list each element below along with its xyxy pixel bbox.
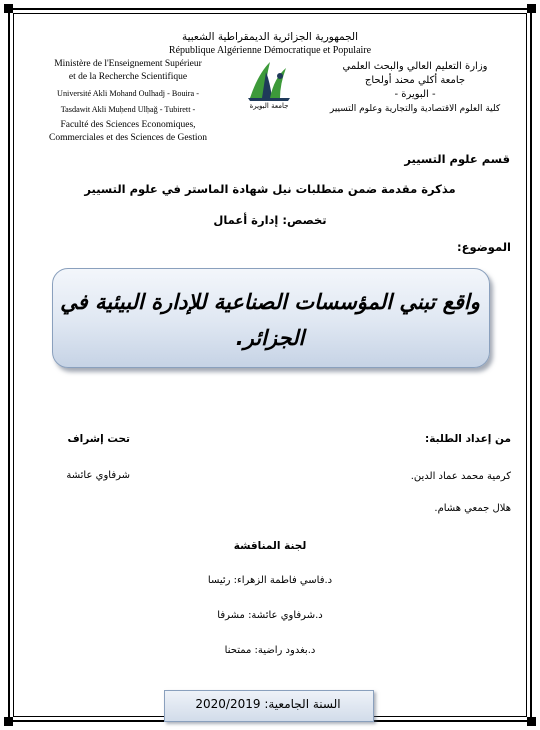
arabic-line: وزارة التعليم العالي والبحث العلمي xyxy=(342,61,488,72)
corner-ornament xyxy=(4,717,13,726)
memo-statement: مذكرة مقدمة ضمن متطلبات نيل شهادة الماستر في علوم التسيير xyxy=(84,182,456,196)
corner-ornament xyxy=(4,4,13,13)
students-label: من إعداد الطلبة: xyxy=(425,433,511,445)
french-line: Université Akli Mohand Oulhadj - Bouira - xyxy=(57,89,199,98)
corner-ornament xyxy=(527,717,536,726)
committee-member: د.بغدود راضية: ممتحنا xyxy=(224,645,316,656)
french-line: et de la Recherche Scientifique xyxy=(68,72,188,82)
supervisor-name: شرفاوي عائشة xyxy=(66,470,130,481)
subject-label: الموضوع: xyxy=(457,240,511,254)
french-header-block xyxy=(28,58,228,145)
academic-year: السنة الجامعية: 2020/2019 xyxy=(195,697,341,711)
french-line: Tasdawit Akli Muḥend Ulḥağ - Tubirett - xyxy=(60,105,196,114)
specialty: تخصص: إدارة أعمال xyxy=(213,213,327,227)
french-republic: République Algérienne Démocratique et Populaire xyxy=(168,45,372,56)
corner-ornament xyxy=(527,4,536,13)
student-name: كرمية محمد عماد الدين. xyxy=(410,471,511,482)
supervisor-label: تحت إشراف xyxy=(67,433,130,445)
department: قسم علوم التسيير xyxy=(404,152,510,166)
arabic-republic: الجمهورية الجزائرية الديمقراطية الشعبية xyxy=(181,31,359,43)
arabic-line: كلية العلوم الاقتصادية والتجارية وعلوم التسيير xyxy=(329,104,501,114)
french-line: Commerciales et des Sciences de Gestion xyxy=(48,133,208,143)
title-line: الجزائر. xyxy=(235,326,305,350)
title-line: واقع تبني المؤسسات الصناعية للإدارة البيئية في xyxy=(60,290,480,314)
arabic-line: جامعة أكلي محند أولحاج xyxy=(364,75,466,86)
committee-member: د.شرفاوي عائشة: مشرفا xyxy=(217,610,323,621)
arabic-line: - البويرة - xyxy=(394,89,436,100)
french-line: Ministère de l'Enseignement Supérieur xyxy=(54,59,202,69)
committee-member: د.فاسي فاطمة الزهراء: رئيسا xyxy=(207,575,333,586)
committee-label: لجنة المناقشة xyxy=(233,540,307,552)
arabic-header-block xyxy=(310,60,520,116)
thesis-title xyxy=(60,284,480,356)
logo-caption: جامعة البويرة xyxy=(249,102,289,110)
french-line: Faculté des Sciences Economiques, xyxy=(60,120,196,130)
student-name: هلال جمعي هشام. xyxy=(434,503,511,514)
